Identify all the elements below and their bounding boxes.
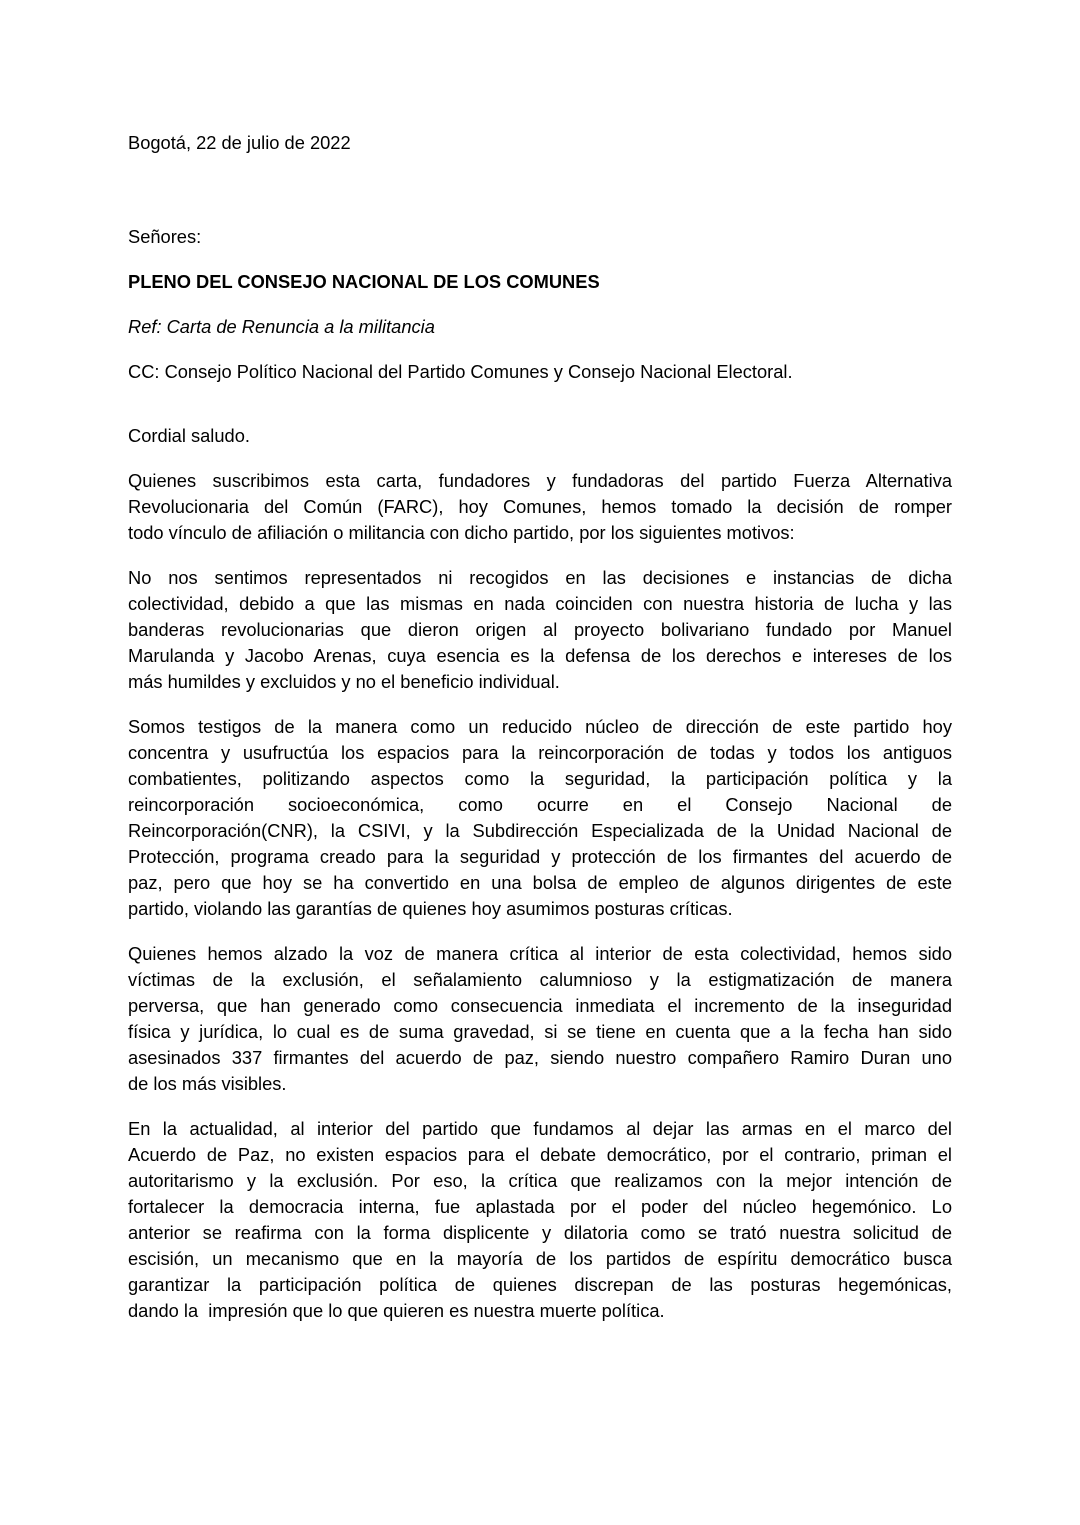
paragraph-line: concentra y usufructúa los espacios para la reincorporación de todas y todos los antiguos (128, 742, 952, 763)
cc-line: CC: Consejo Político Nacional del Partido Comunes y Consejo Nacional Electoral. (128, 361, 793, 382)
paragraph-line: perversa, que han generado como consecuencia inmediata el incremento de la inseguridad (128, 995, 952, 1016)
paragraph-line: dando la impresión que lo que quieren es nuestra muerte política. (128, 1300, 665, 1321)
paragraph-line: paz, pero que hoy se ha convertido en una bolsa de empleo de algunos dirigentes de este (128, 872, 952, 893)
paragraph-line: escisión, un mecanismo que en la mayoría de los partidos de espíritu democrático busca (128, 1248, 952, 1269)
paragraph-line: Acuerdo de Paz, no existen espacios para el debate democrático, por el contrario, priman el (128, 1144, 952, 1165)
paragraph-line: autoritarismo y la exclusión. Por eso, la crítica que realizamos con la mejor intención de (128, 1170, 952, 1191)
paragraph-line: más humildes y excluidos y no el beneficio individual. (128, 671, 560, 692)
paragraph-line: física y jurídica, lo cual es de suma gravedad, si se tiene en cuenta que a la fecha han sido (128, 1021, 952, 1042)
paragraph-line: Revolucionaria del Común (FARC), hoy Comunes, hemos tomado la decisión de romper (128, 496, 952, 517)
paragraph-5 (128, 1116, 952, 1324)
paragraph-line: Quienes hemos alzado la voz de manera crítica al interior de esta colectividad, hemos sido (128, 943, 952, 964)
paragraph-line: En la actualidad, al interior del partido que fundamos al dejar las armas en el marco del (128, 1118, 952, 1139)
addressee-title: PLENO DEL CONSEJO NACIONAL DE LOS COMUNES (128, 271, 600, 292)
paragraph-line: Reincorporación(CNR), la CSIVI, y la Subdirección Especializada de la Unidad Nacional de (128, 820, 952, 841)
paragraph-line: asesinados 337 firmantes del acuerdo de paz, siendo nuestro compañero Ramiro Duran uno (128, 1047, 952, 1068)
paragraph-line: víctimas de la exclusión, el señalamiento calumnioso y la estigmatización de manera (128, 969, 952, 990)
salutation: Señores: (128, 226, 202, 247)
paragraph-line: Quienes suscribimos esta carta, fundadores y fundadoras del partido Fuerza Alternativa (128, 470, 952, 491)
paragraph-line: Marulanda y Jacobo Arenas, cuya esencia es la defensa de los derechos e intereses de los (128, 645, 952, 666)
letter-date: Bogotá, 22 de julio de 2022 (128, 132, 351, 153)
paragraph-line: Somos testigos de la manera como un reducido núcleo de dirección de este partido hoy (128, 716, 952, 737)
paragraph-line: reincorporación socioeconómica, como ocurre en el Consejo Nacional de (128, 794, 952, 815)
paragraph-line: banderas revolucionarias que dieron origen al proyecto bolivariano fundado por Manuel (128, 619, 952, 640)
paragraph-line: partido, violando las garantías de quienes hoy asumimos posturas críticas. (128, 898, 733, 919)
paragraph-4 (128, 941, 952, 1097)
paragraph-line: todo vínculo de afiliación o militancia con dicho partido, por los siguientes motivos: (128, 522, 795, 543)
paragraph-line: Protección, programa creado para la seguridad y protección de los firmantes del acuerdo de (128, 846, 952, 867)
greeting: Cordial saludo. (128, 425, 250, 446)
paragraph-line: fortalecer la democracia interna, fue aplastada por el poder del núcleo hegemónico. Lo (128, 1196, 952, 1217)
paragraph-3 (128, 714, 952, 922)
paragraph-1 (128, 468, 952, 546)
paragraph-line: anterior se reafirma con la forma displicente y dilatoria como se trató nuestra solicitud de (128, 1222, 952, 1243)
paragraph-line: de los más visibles. (128, 1073, 287, 1094)
paragraph-2 (128, 565, 952, 695)
paragraph-line: garantizar la participación política de quienes discrepan de las posturas hegemónicas, (128, 1274, 952, 1295)
paragraph-line: colectividad, debido a que las mismas en nada coinciden con nuestra historia de lucha y las (128, 593, 952, 614)
paragraph-line: No nos sentimos representados ni recogidos en las decisiones e instancias de dicha (128, 567, 952, 588)
reference-line: Ref: Carta de Renuncia a la militancia (128, 316, 435, 337)
paragraph-line: combatientes, politizando aspectos como la seguridad, la participación política y la (128, 768, 952, 789)
